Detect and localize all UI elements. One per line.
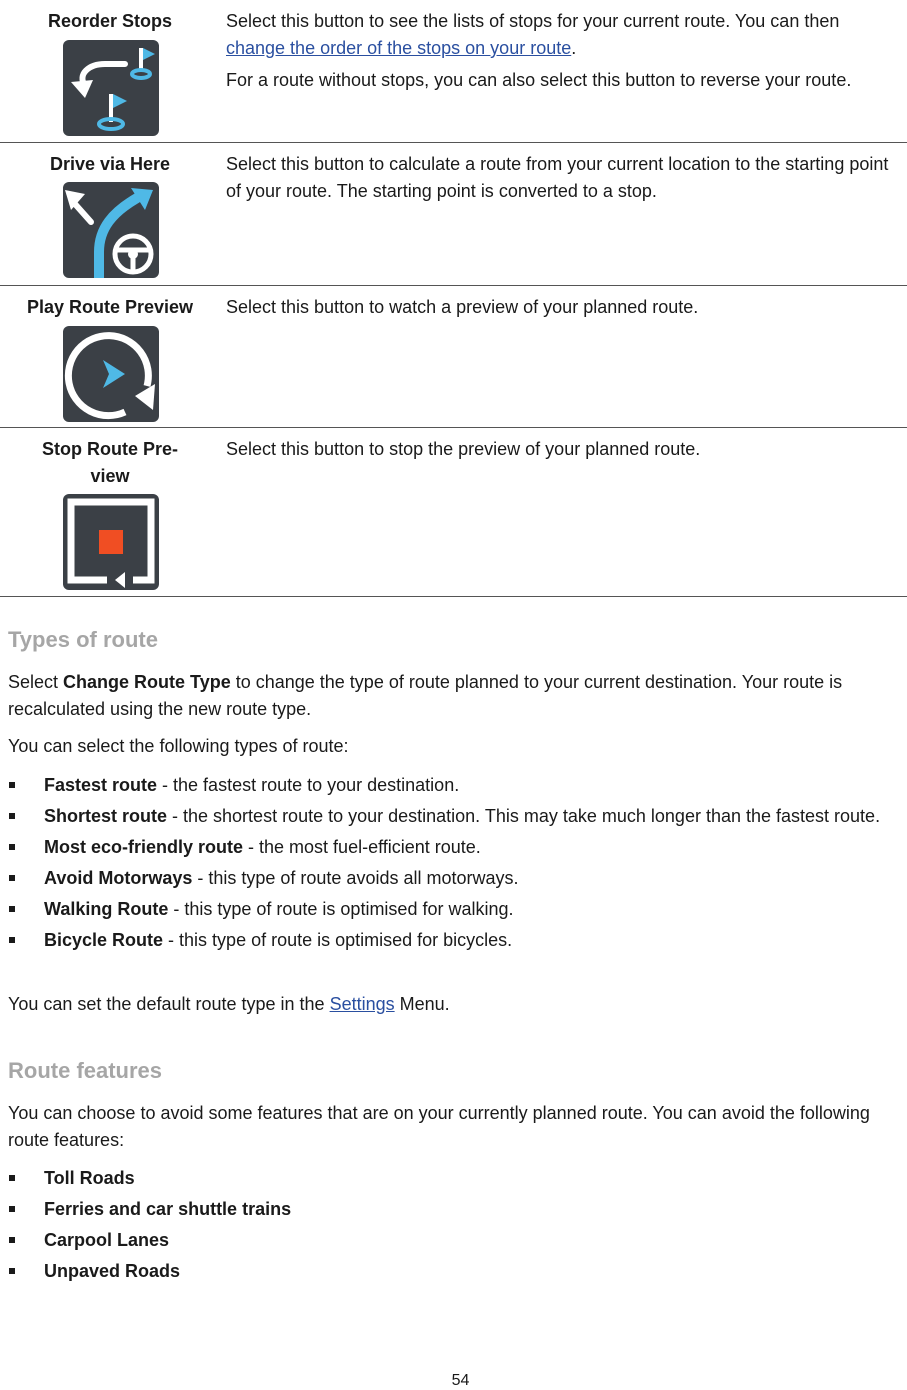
list-item: Carpool Lanes (8, 1227, 898, 1254)
types-lead: You can select the following types of route: (8, 736, 349, 756)
settings-link[interactable]: Settings (329, 994, 395, 1014)
list-item: Shortest route - the shortest route to your destination. This may take much longer than the fastest route. (8, 803, 898, 830)
button-description: Select this button to see the lists of stops for your current route. You can then change the order of the stops on your route. For a route without stops, you can also select this button to reverse your route. (226, 11, 852, 90)
route-type-list (8, 772, 898, 958)
list-item: Ferries and car shuttle trains (8, 1196, 898, 1223)
reorder-stops-link[interactable]: change the order of the stops on your route (226, 38, 572, 58)
section-heading-route-features: Route features (8, 1058, 163, 1083)
page-number: 54 (451, 1372, 470, 1389)
button-name: Stop Route Pre- view (41, 439, 178, 486)
list-item: Toll Roads (8, 1165, 898, 1192)
drive-via-here-icon (63, 182, 159, 278)
list-item: Most eco-friendly route - the most fuel-efficient route. (8, 834, 898, 861)
table-row (0, 428, 907, 597)
section-heading-types-of-route: Types of route (8, 627, 158, 652)
list-item: Walking Route - this type of route is optimised for walking. (8, 896, 898, 923)
route-feature-list (8, 1165, 898, 1289)
reorder-stops-icon (63, 40, 159, 136)
play-route-preview-icon (63, 326, 159, 422)
list-item: Bicycle Route - this type of route is optimised for bicycles. (8, 927, 898, 954)
button-description: Select this button to stop the preview of your planned route. (226, 439, 701, 459)
list-item: Unpaved Roads (8, 1258, 898, 1285)
features-intro: You can choose to avoid some features that are on your currently planned route. You can avoid the following route features: (8, 1103, 870, 1150)
button-table (0, 0, 907, 597)
types-footer: You can set the default route type in the Settings Menu. (8, 994, 450, 1014)
types-intro: Select Change Route Type to change the type of route planned to your current destination. Your route is recalculated using the new route type. (8, 672, 843, 719)
button-name: Play Route Preview (26, 297, 194, 317)
button-description: Select this button to watch a preview of your planned route. (226, 297, 699, 317)
stop-route-preview-icon (63, 494, 159, 590)
button-description: Select this button to calculate a route from your current location to the starting point of your route. The starting point is converted to a stop. (226, 154, 889, 201)
list-item: Avoid Motorways - this type of route avoids all motorways. (8, 865, 898, 892)
table-row (0, 0, 907, 143)
button-name: Reorder Stops (47, 11, 173, 31)
table-row (0, 286, 907, 428)
button-name: Drive via Here (49, 154, 171, 174)
table-row (0, 143, 907, 286)
list-item: Fastest route - the fastest route to your destination. (8, 772, 898, 799)
